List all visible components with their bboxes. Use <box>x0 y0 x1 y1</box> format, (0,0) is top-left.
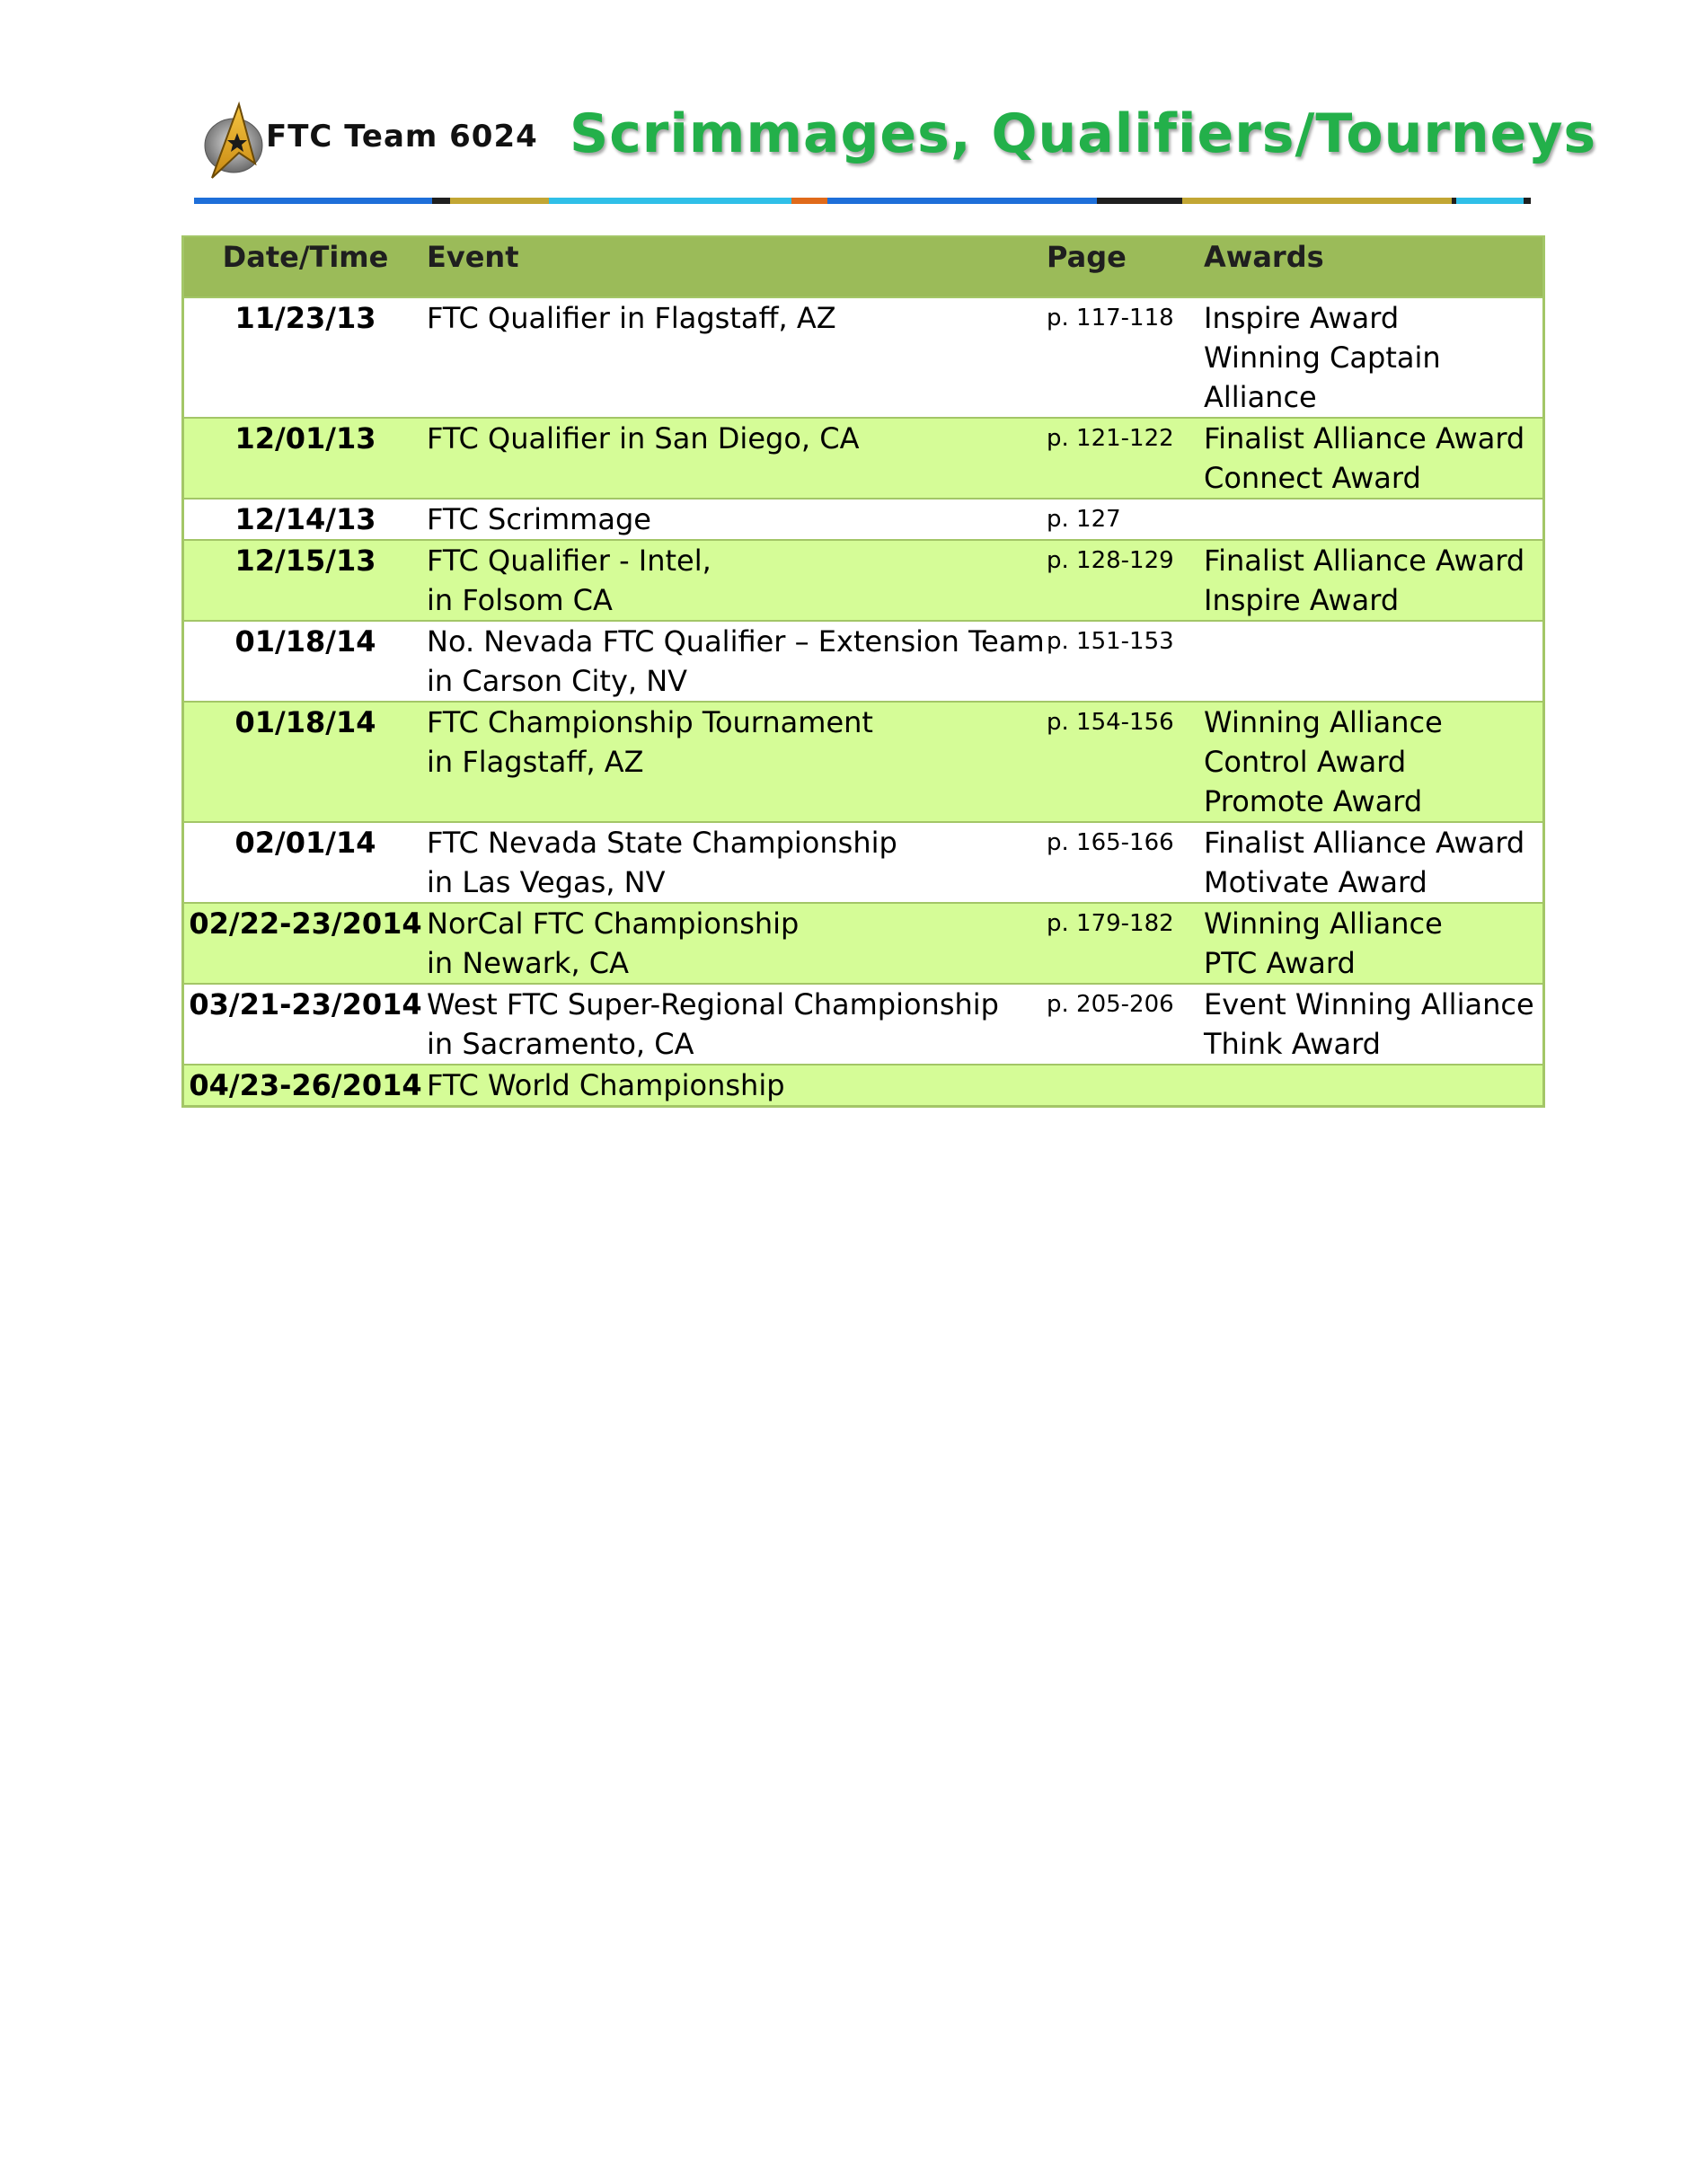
event-line: NorCal FTC Championship <box>427 906 800 941</box>
cell-event <box>427 297 1047 418</box>
table-row <box>183 418 1544 499</box>
table-row <box>183 822 1544 903</box>
events-table <box>181 235 1545 1108</box>
cell-date: 12/14/13 <box>183 499 428 540</box>
table-row <box>183 499 1544 540</box>
cell-awards <box>1204 984 1544 1065</box>
cell-date: 04/23-26/2014 <box>183 1065 428 1107</box>
page-header <box>192 97 1597 205</box>
award-line: Finalist Alliance Award <box>1204 544 1525 578</box>
cell-date: 02/01/14 <box>183 822 428 903</box>
cell-date: 12/01/13 <box>183 418 428 499</box>
event-line: in Folsom CA <box>427 583 613 617</box>
cell-awards <box>1204 540 1544 621</box>
team-name: FTC Team 6024 <box>266 119 538 155</box>
cell-page: p. 151-153 <box>1047 621 1204 702</box>
cell-date: 03/21-23/2014 <box>183 984 428 1065</box>
award-line: Motivate Award <box>1204 865 1427 899</box>
award-line: Promote Award <box>1204 784 1423 818</box>
cell-awards <box>1204 702 1544 822</box>
cell-event <box>427 418 1047 499</box>
cell-event <box>427 1065 1047 1107</box>
cell-date: 12/15/13 <box>183 540 428 621</box>
event-line: in Newark, CA <box>427 946 630 980</box>
column-header-awards: Awards <box>1204 236 1544 297</box>
column-header-event: Event <box>427 236 1047 297</box>
cell-page: p. 165-166 <box>1047 822 1204 903</box>
cell-page: p. 205-206 <box>1047 984 1204 1065</box>
event-line: FTC World Championship <box>427 1068 785 1102</box>
award-line: Finalist Alliance Award <box>1204 421 1525 455</box>
cell-event <box>427 540 1047 621</box>
cell-awards <box>1204 903 1544 984</box>
cell-page <box>1047 1065 1204 1107</box>
table-row <box>183 702 1544 822</box>
cell-event <box>427 984 1047 1065</box>
event-line: FTC Nevada State Championship <box>427 826 897 860</box>
award-line: Event Winning Alliance <box>1204 987 1534 1021</box>
cell-event <box>427 903 1047 984</box>
column-header-date: Date/Time <box>183 236 428 297</box>
award-line: Winning Alliance <box>1204 705 1443 739</box>
cell-date: 11/23/13 <box>183 297 428 418</box>
award-line: Finalist Alliance Award <box>1204 826 1525 860</box>
award-line: Control Award <box>1204 745 1407 779</box>
cell-awards <box>1204 621 1544 702</box>
cell-event <box>427 822 1047 903</box>
award-line: Think Award <box>1204 1027 1381 1061</box>
header-stripe <box>194 196 1531 206</box>
award-line: PTC Award <box>1204 946 1356 980</box>
cell-date: 01/18/14 <box>183 621 428 702</box>
cell-page: p. 127 <box>1047 499 1204 540</box>
event-line: in Sacramento, CA <box>427 1027 694 1061</box>
award-line: Connect Award <box>1204 461 1421 495</box>
award-line: Inspire Award <box>1204 301 1400 335</box>
cell-awards <box>1204 297 1544 418</box>
event-line: in Flagstaff, AZ <box>427 745 644 779</box>
event-line: FTC Scrimmage <box>427 502 651 536</box>
cell-page: p. 121-122 <box>1047 418 1204 499</box>
award-line: Alliance <box>1204 380 1317 414</box>
event-line: FTC Qualifier in San Diego, CA <box>427 421 860 455</box>
table-row <box>183 903 1544 984</box>
cell-event <box>427 621 1047 702</box>
page-title: Scrimmages, Qualifiers/Tourneys <box>570 102 1597 165</box>
event-line: in Las Vegas, NV <box>427 865 666 899</box>
column-header-page: Page <box>1047 236 1204 297</box>
cell-page: p. 128-129 <box>1047 540 1204 621</box>
cell-page: p. 154-156 <box>1047 702 1204 822</box>
table-row <box>183 621 1544 702</box>
table-body <box>183 297 1544 1107</box>
cell-event <box>427 499 1047 540</box>
event-line: West FTC Super-Regional Championship <box>427 987 999 1021</box>
cell-event <box>427 702 1047 822</box>
cell-awards <box>1204 418 1544 499</box>
cell-awards <box>1204 822 1544 903</box>
event-line: in Carson City, NV <box>427 664 688 698</box>
award-line: Winning Captain <box>1204 340 1441 375</box>
cell-page: p. 117-118 <box>1047 297 1204 418</box>
cell-page: p. 179-182 <box>1047 903 1204 984</box>
table-row <box>183 1065 1544 1107</box>
event-line: FTC Qualifier in Flagstaff, AZ <box>427 301 836 335</box>
cell-awards <box>1204 499 1544 540</box>
award-line: Winning Alliance <box>1204 906 1443 941</box>
event-line: FTC Championship Tournament <box>427 705 873 739</box>
table-row <box>183 984 1544 1065</box>
cell-awards <box>1204 1065 1544 1107</box>
award-line: Inspire Award <box>1204 583 1400 617</box>
cell-date: 01/18/14 <box>183 702 428 822</box>
event-line: FTC Qualifier - Intel, <box>427 544 711 578</box>
table-row <box>183 540 1544 621</box>
table-row <box>183 297 1544 418</box>
cell-date: 02/22-23/2014 <box>183 903 428 984</box>
table-header-row <box>183 236 1544 297</box>
event-line: No. Nevada FTC Qualifier – Extension Team <box>427 624 1045 659</box>
